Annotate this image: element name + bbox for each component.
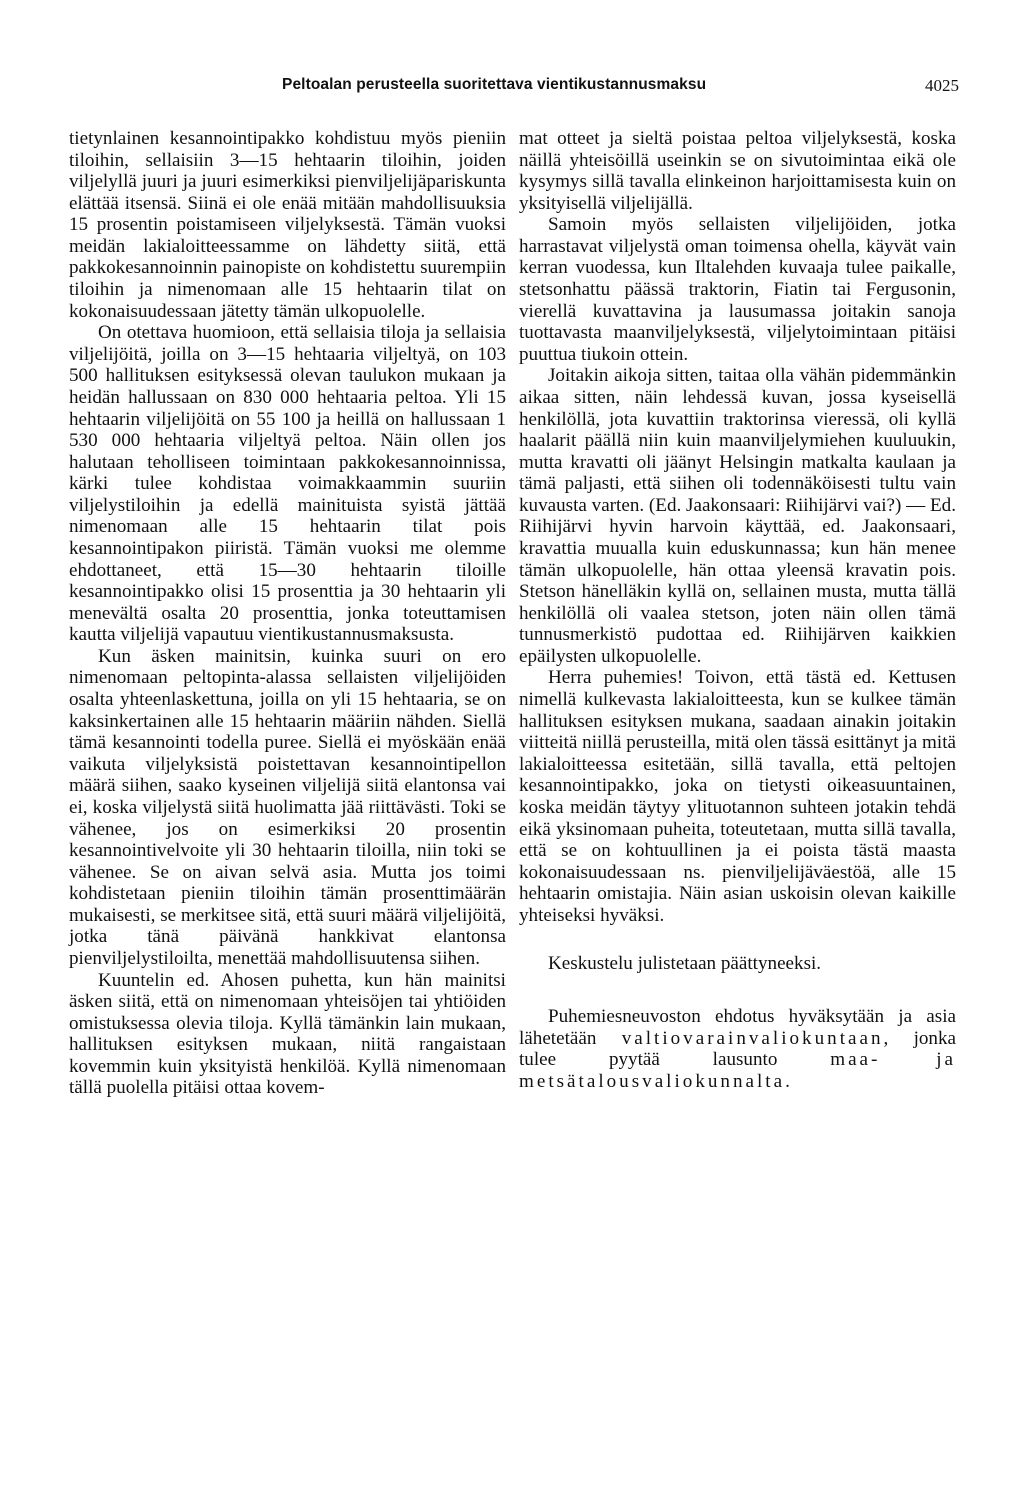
- decision-text: .: [785, 1070, 790, 1092]
- paragraph: tietynlainen kesannointipakko kohdistuu myös pieniin tiloihin, sellaisiin 3—15 hehtaarin tiloihin, joiden viljelyllä juuri ja juuri esimerkiksi pienviljelijäpariskunta elättää itsensä. Siinä ei ole enää mitään mahdollisuuksia 15 prosentin poistamiseen viljelyksestä. Tämän vuoksi meidän lakialoitteessamme on lähdetty siitä, että pakkokesannoinnin painopiste on kohdistettu suurempiin tiloihin ja nimenomaan alle 15 hehtaarin tilat on kokonaisuudessaan jätetty tämän ulkopuolelle.: [69, 128, 506, 322]
- closing-statement: Keskustelu julistetaan päättyneeksi.: [548, 953, 822, 975]
- paragraph: On otettava huomioon, että sellaisia tiloja ja sellaisia viljelijöitä, joilla on 3—15 hehtaaria viljeltyä, on 103 500 hallituksen esityksessä olevan taulukon mukaan ja heidän hallussaan on 830 000 hehtaaria peltoa. Yli 15 hehtaarin viljelijöitä on 55 100 ja heillä on hallussaan 1 530 000 hehtaaria viljeltyä peltoa. Näin ollen jos halutaan teholliseen toimintaan pakkokesannoinnissa, kärki tulee kohdistaa voimakkaammin suuriin viljelystiloihin ja edellä mainituista syistä jättää nimenomaan alle 15 hehtaarin tilat pois kesannointipakon piiristä. Tämän vuoksi me olemme ehdottaneet, että 15—30 hehtaarin tiloille kesannointipakko olisi 15 prosenttia ja 30 hehtaarin yli menevältä osalta 20 prosenttia, jonka toteuttamisen kautta viljelijä vapautuu vientikustannusmaksusta.: [69, 322, 506, 646]
- committee-name: maa- ja metsätalousvaliokunnalta: [519, 1049, 956, 1092]
- running-title: Peltoalan perusteella suoritettava vientikustannusmaksu: [282, 76, 707, 93]
- decision-paragraph: [519, 1006, 956, 1092]
- paragraph: mat otteet ja sieltä poistaa peltoa viljelyksestä, koska näillä yhteisöillä useinkin se on sivutoimintaa eikä ole kysymys sillä tavalla elinkeinon harjoittamisesta kuin on yksityisellä viljelijällä.: [519, 128, 956, 214]
- decision-text: Puhemiesneuvoston ehdotus hyväksytään ja asia lähetetään: [519, 1005, 956, 1049]
- decision-text: , jonka tulee pyytää lausunto: [519, 1027, 956, 1071]
- paragraph: Herra puhemies! Toivon, että tästä ed. Kettusen nimellä kulkevasta lakialoitteesta, kun se kulkee tämän hallituksen esityksen mukana, saadaan ainakin joitakin viitteitä niillä perusteilla, mitä olen tässä esittänyt ja mitä lakialoitteessa esitetään, sillä tavalla, että peltojen kesannointipakko, joka on tietysti oikeasuuntainen, koska meidän täytyy ylituotannon suhteen jotakin tehdä eikä yksinomaan puheita, toteutetaan, mutta sillä tavalla, että se on kohtuullinen ja ei poista tästä maasta kokonaisuudessaan ns. pienviljelijäväestöä, alle 15 hehtaarin omistajia. Näin asian uskoisin olevan kaikille yhteiseksi hyväksi.: [519, 667, 956, 926]
- right-column: [519, 128, 956, 1092]
- paragraph: Samoin myös sellaisten viljelijöiden, jotka harrastavat viljelystä oman toimensa ohella, käyvät vain kerran vuodessa, kun Iltalehden kuvaaja tulee paikalle, stetsonhattu päässä traktorin, Fiatin tai Fergusonin, vierellä kuvattavina ja lausumassa joitakin sanoja tuottavasta maanviljelyksestä, viljelytoimintaan pitäisi puuttua tiukoin ottein.: [519, 214, 956, 365]
- paragraph: Kuuntelin ed. Ahosen puhetta, kun hän mainitsi äsken siitä, että on nimenomaan yhteisöjen tai yhtiöiden omistuksessa olevia tiloja. Kyllä tämänkin lain mukaan, hallituksen esityksen mukaan, niitä rangaistaan kovemmin kuin yksityistä henkilöä. Kyllä nimenomaan tällä puolella pitäisi ottaa kovem-: [69, 969, 506, 1099]
- paragraph: Joitakin aikoja sitten, taitaa olla vähän pidemmänkin aikaa sitten, näin lehdessä kuvan, jossa kyseisellä henkilöllä, jota kuvattiin traktorinsa vieressä, oli kyllä haalarit päällä niin kuin maanviljelymiehen kuuluukin, mutta kravatti oli jäänyt Helsingin matkalta kaulaan ja tämä paljasti, että siihen oli todennäköisesti tultu vain kuvausta varten. (Ed. Jaakonsaari: Riihijärvi vai?) — Ed. Riihijärvi hyvin harvoin käyttää, ed. Jaakonsaari, kravattia muualla kuin eduskunnassa; kun hän menee tämän ulkopuolelle, hän ottaa yleensä kravatin pois. Stetson hänelläkin kyllä on, sellainen musta, mutta tällä henkilöllä oli vaalea stetson, joten näin ollen tämä tunnusmerkistö pudottaa ed. Riihijärven kaikkien epäilysten ulkopuolelle.: [519, 365, 956, 667]
- paragraph: Kun äsken mainitsin, kuinka suuri on ero nimenomaan peltopinta-alassa sellaisten viljelijöiden osalta yhteenlaskettuna, joilla on yli 15 hehtaaria, se on kaksinkertainen alle 15 hehtaarin määriin nähden. Siellä tämä kesannointi todella puree. Siellä ei myöskään enää vaikuta viljelyksistä poistettavan kesannointipellon määrä siihen, saako kyseinen viljelijä siitä elantonsa vai ei, koska viljelystä siitä huolimatta jää riittävästi. Toki se vähenee, jos on esimerkiksi 20 prosentin kesannointivelvoite yli 30 hehtaarin tiloilla, niin toki se vähenee. Se on aivan selvä asia. Mutta jos toimi kohdistetaan pieniin tiloihin tämän prosenttimäärän mukaisesti, se merkitsee sitä, että suuri määrä viljelijöitä, jotka tänä päivänä hankkivat elantonsa pienviljelystiloilta, menettää mahdollisuutensa siihen.: [69, 645, 506, 969]
- page-number: 4025: [925, 76, 959, 95]
- committee-name: valtiovarainvaliokuntaan: [621, 1027, 884, 1049]
- left-column: [69, 128, 506, 1099]
- page-header: [0, 76, 1024, 106]
